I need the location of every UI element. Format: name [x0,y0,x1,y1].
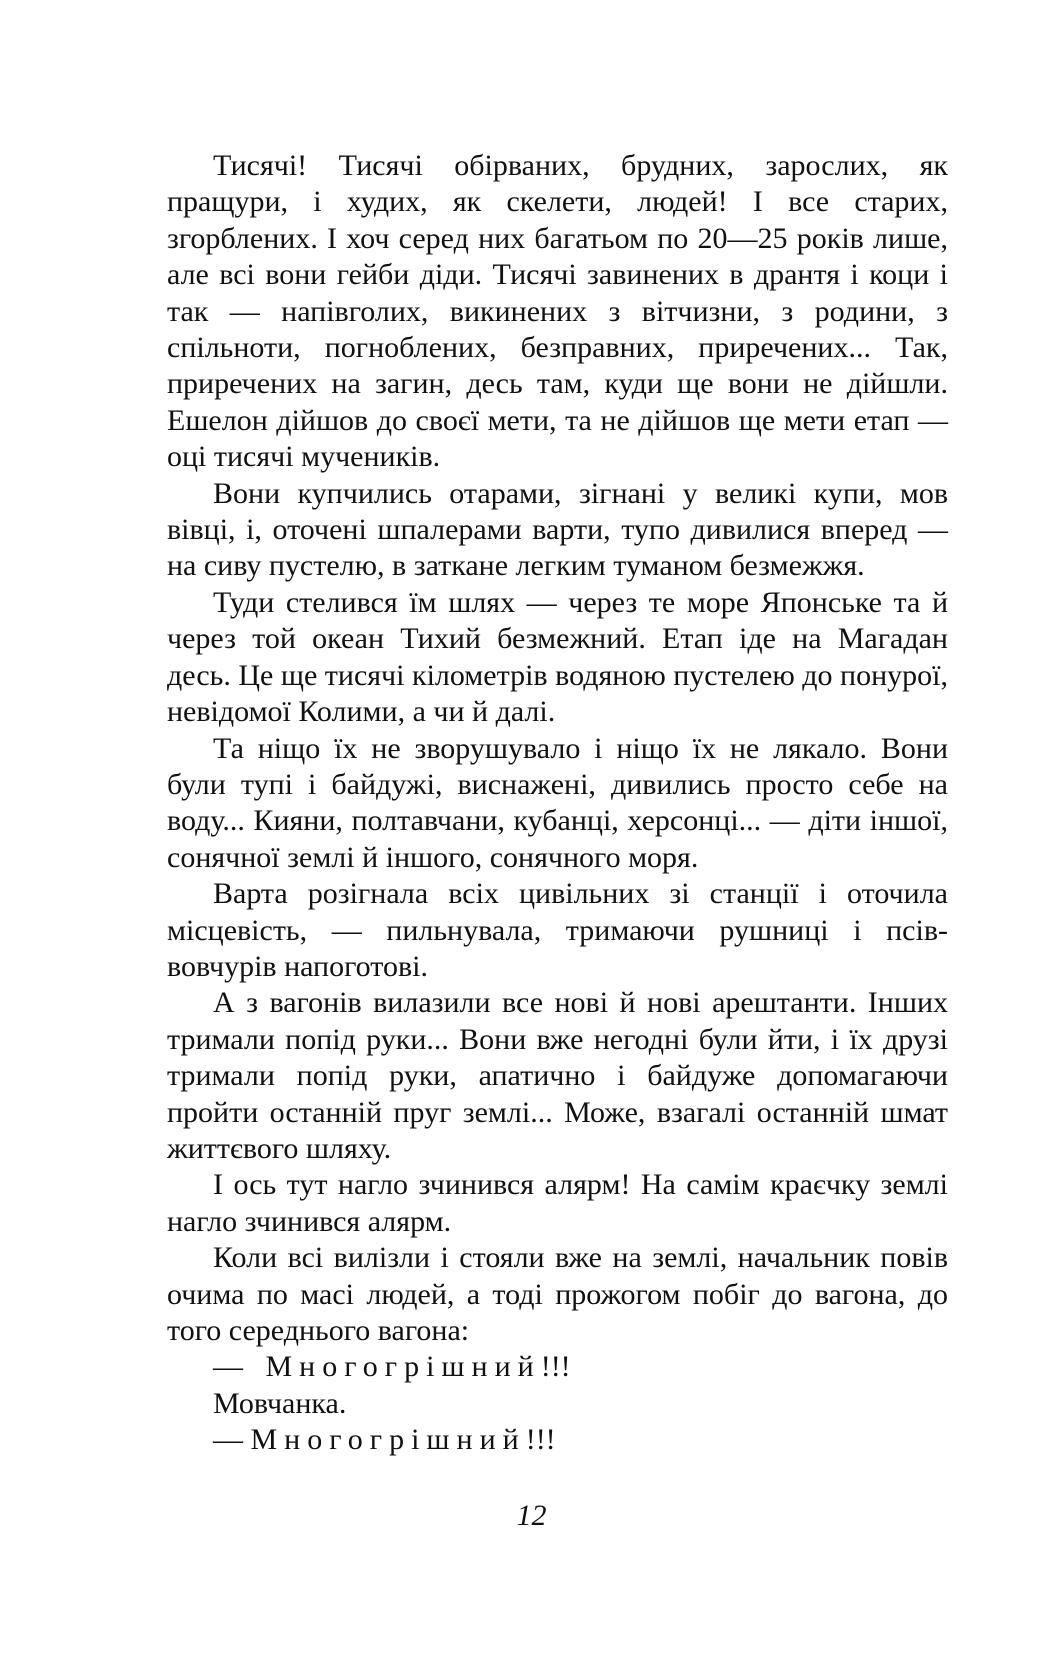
dialogue-line-1 [167,1349,948,1385]
paragraph-4: Та ніщо їх не зворушувало і ніщо їх не лякало. Вони були тупі і байдужі, виснажені, дивились просто себе на воду... Кияни, полтавчани, кубанці, херсонці... — діти іншої, сонячної землі й іншого, сонячного моря. [167,731,948,874]
paragraph-1: Тисячі! Тисячі обірваних, брудних, зарослих, як пращури, і худих, як скелети, людей! І все старих, згорблених. І хоч серед них багатьом по 20—25 років лише, але всі вони гейби діди. Тисячі завинених в дрантя і коци і так — напівголих, викинених з вітчизни, з родини, з спільноти, погноблених, безправних, приречених... Так, приречених на загин, десь там, куди ще вони не дійшли. Ешелон дійшов до своєї мети, та не дійшов ще мети етап — оці тисячі мучеників. [167,149,948,474]
dialogue-dash: — [213,1350,243,1384]
paragraph-3: Туди стелився їм шлях — через те море Японське та й через той океан Тихий безмежний. Етап іде на Магадан десь. Це ще тисячі кілометрів водяною пустелею до понурої, невідомої Колими, а чи й далі. [167,585,948,729]
dialogue-exclamation: !!! [540,1350,571,1384]
paragraph-2: Вони купчились отарами, зігнані у великі купи, мов вівці, і, оточені шпалерами варти, тупо дивилися вперед — на сиву пустелю, в заткане легким туманом безмежжя. [167,476,948,583]
body-text [167,148,948,1459]
paragraph-6: А з вагонів вилазили все нові й нові арештанти. Інших тримали попід руки... Вони вже негодні були йти, і їх друзі тримали попід руки, апатично і байдуже допомагаючи пройти останній пруг землі... Може, взагалі останній шмат життєвого шляху. [167,986,948,1165]
paragraph-8: Коли всі вилізли і стояли вже на землі, начальник повів очима по масі людей, а тоді прожогом побіг до вагона, до того середнього вагона: [167,1241,948,1347]
page-number: 12 [516,1499,547,1532]
dialogue-line-3 [167,1422,948,1458]
dialogue-name: Многогрішний [265,1350,541,1384]
dialogue-line-2: Мовчанка. [213,1386,347,1420]
paragraph-5: Варта розігнала всіх цивільних зі станції і оточила місцевість, — пильнувала, тримаючи рушниці і псів-вовчурів напоготові. [167,877,948,983]
dialogue-name: Многогрішний [250,1423,526,1457]
paragraph-7: І ось тут нагло зчинився алярм! На самім краєчку землі нагло зчинився алярм. [167,1168,948,1238]
dialogue-dash: — [213,1423,243,1457]
dialogue-exclamation: !!! [525,1423,556,1457]
